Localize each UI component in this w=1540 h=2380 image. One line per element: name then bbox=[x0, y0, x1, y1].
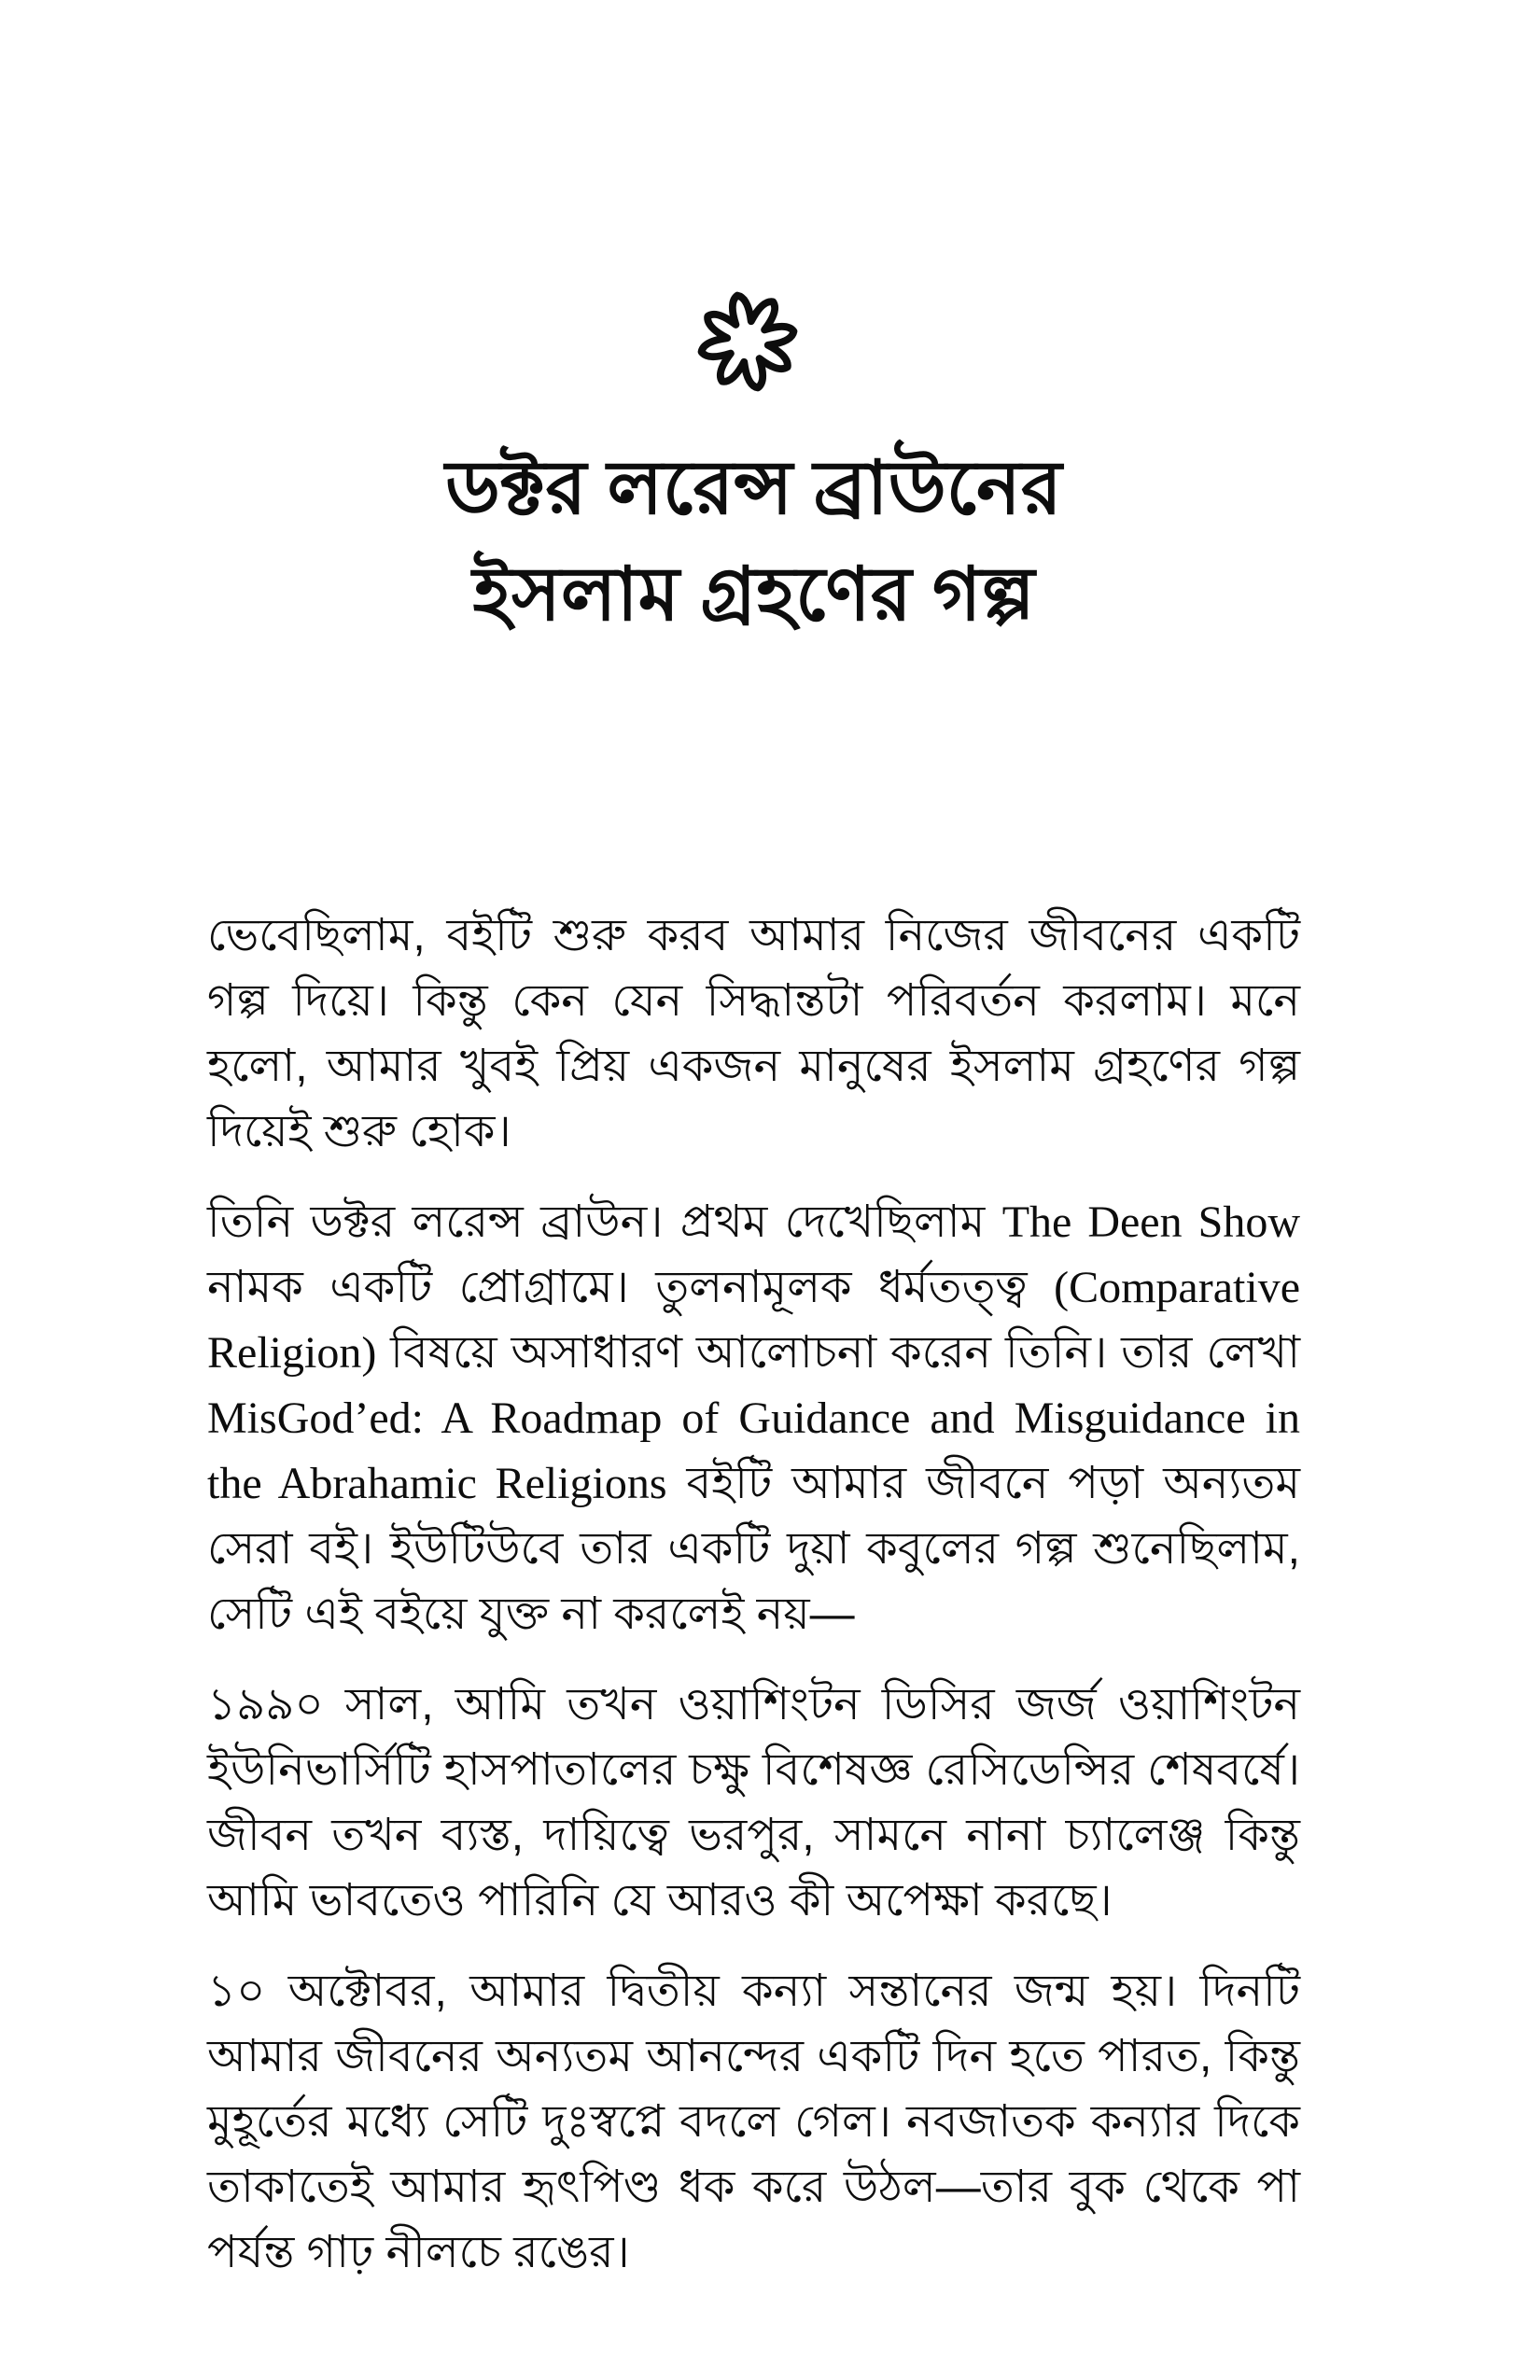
english-inline-text: (Comparative Religion) bbox=[207, 1263, 1300, 1378]
paragraph bbox=[207, 1190, 1300, 1647]
bengali-text: ১০ অক্টোবর, আমার দ্বিতীয় কন্যা সন্তানের জন্ম হয়। দিনটি আমার জীবনের অন্যতম আনন্দের একটি দিন হতে পারত, কিন্তু মুহূর্তের মধ্যে সেটি দুঃস্বপ্নে বদলে গেল। নবজাতক কন্যার দিকে তাকাতেই আমার হৃৎপিণ্ড ধক করে উঠল—তার বুক থেকে পা পর্যন্ত গাঢ় নীলচে রঙের। bbox=[207, 1967, 1300, 2277]
body-text bbox=[207, 903, 1300, 2286]
english-inline-text: MisGod’ed: A Roadmap of Guidance and Misguidance in the Abrahamic Religions bbox=[207, 1393, 1300, 1508]
bengali-text: নামক একটি প্রোগ্রামে। তুলনামূলক ধর্মতত্ত্ব bbox=[207, 1263, 1055, 1312]
paragraph bbox=[207, 903, 1300, 1165]
eight-petal-flower-icon bbox=[693, 286, 803, 398]
bengali-text: বইটি আমার জীবনে পড়া অন্যতম সেরা বই। ইউটিউবে তার একটি দুয়া কবুলের গল্প শুনেছিলাম, সেটি এই বইয়ে যুক্ত না করলেই নয়— bbox=[207, 1459, 1300, 1639]
paragraph bbox=[207, 1673, 1300, 1934]
bengali-text: ১৯৯০ সাল, আমি তখন ওয়াশিংটন ডিসির জর্জ ওয়াশিংটন ইউনিভার্সিটি হাসপাতালের চক্ষু বিশেষজ্ঞ রেসিডেন্সির শেষবর্ষে। জীবন তখন ব্যস্ত, দায়িত্বে ভরপুর, সামনে নানা চ্যালেঞ্জ কিন্তু আমি ভাবতেও পারিনি যে আরও কী অপেক্ষা করছে। bbox=[207, 1680, 1300, 1925]
chapter-title-line1: ডক্টর লরেন্স ব্রাউনের bbox=[445, 446, 1062, 529]
bengali-text: তিনি ডক্টর লরেন্স ব্রাউন। প্রথম দেখেছিলাম bbox=[207, 1197, 1002, 1247]
bengali-text: ভেবেছিলাম, বইটি শুরু করব আমার নিজের জীবনের একটি গল্প দিয়ে। কিন্তু কেন যেন সিদ্ধান্তটা পরিবর্তন করলাম। মনে হলো, আমার খুবই প্রিয় একজন মানুষের ইসলাম গ্রহণের গল্প দিয়েই শুরু হোক। bbox=[207, 911, 1300, 1156]
chapter-title-line2: ইসলাম গ্রহণের গল্প bbox=[472, 553, 1035, 636]
chapter-title bbox=[207, 435, 1300, 648]
bengali-text: বিষয়ে অসাধারণ আলোচনা করেন তিনি। তার লেখা bbox=[376, 1328, 1300, 1378]
english-inline-text: The Deen Show bbox=[1001, 1197, 1300, 1247]
paragraph bbox=[207, 1959, 1300, 2286]
